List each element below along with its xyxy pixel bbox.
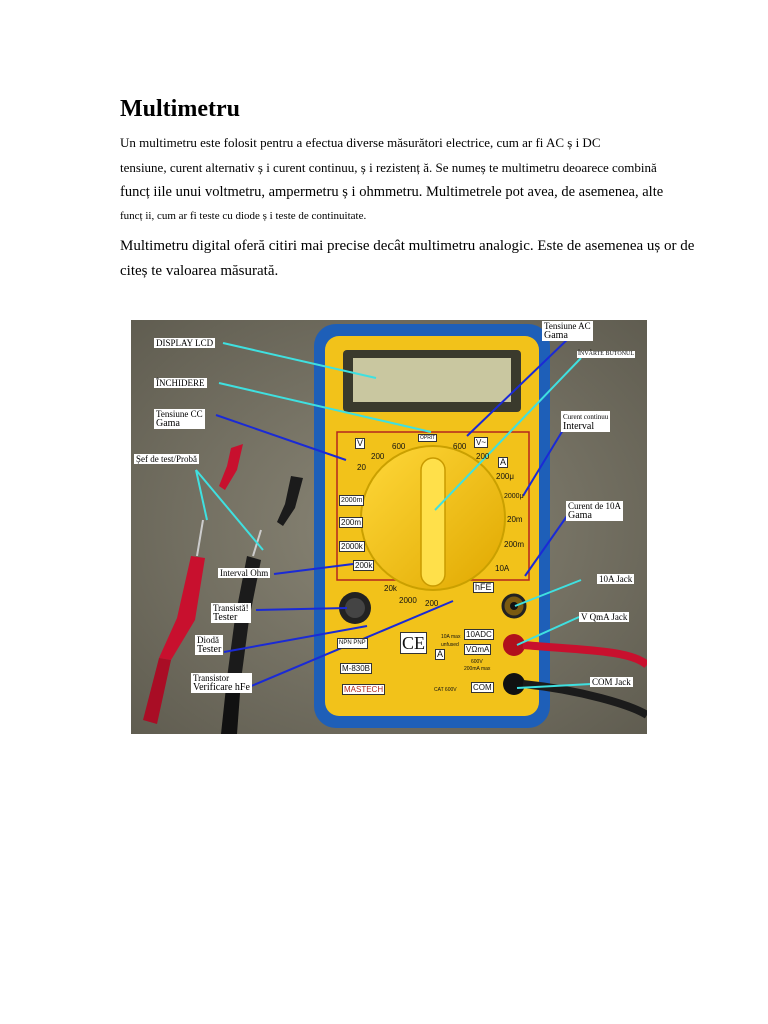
dial-20m: 20m [507,515,523,524]
label-transistor-tester-sub: Tester [213,612,238,623]
dial-unfused: unfused [441,642,459,648]
model-number: M-830B [342,664,371,673]
para2-line-1: Multimetru digital oferă citiri mai precise decât multimetru analogic. Este de asemenea uș or de [120,238,695,254]
para1-line-2: tensiune, curent alternativ ș i curent continuu, ș i rezistenț ă. Se numeș te multimetru deoarece combină [120,160,657,175]
label-tranzistor-hfe-sub: Verificare hFe [193,682,250,693]
para1-line-3: funcț iile unui voltmetru, ampermetru ș i ohmmetru. Multimetrele pot avea, de asemenea, alte [120,184,664,200]
dial-cat: CAT 600V [434,687,457,693]
dial-20-dc: 20 [357,463,366,472]
dial-amp: A [500,457,507,467]
dial-200m-a: 200m [504,540,525,549]
dial-v-ac: V~ [476,438,487,447]
label-jack-com: COM Jack [592,677,631,687]
para2-line-2: citeș te valoarea măsurată. [120,263,279,279]
brand-name: MASTECH [344,685,384,694]
label-curent-continuu [561,411,610,432]
dial-2000: 2000 [399,596,417,605]
dial-vma: VΩmA [466,645,490,654]
dial-200m-ohm: 200m [341,518,362,527]
label-curent-10a-title: Curent de 10A [568,501,621,511]
multimeter-photo [131,320,647,734]
dial-600-ac: 600 [453,442,467,451]
dial-npn-pnp: NPN PNP [337,638,368,649]
label-display-lcd: DISPLAY LCD [156,338,214,348]
dial-2000m-ohm: 2000m [341,497,363,504]
para1-line-1: Un multimetru este folosit pentru a efectua diverse măsurători electrice, cum ar fi AC ș i DC [120,135,601,150]
lcd-screen [353,358,511,402]
label-curent-continuu-title: Curent continuu [563,413,609,421]
dial-10adc: 10ADC [466,630,492,639]
label-dioda-tester-title: Diodă [197,635,219,645]
dial-hfe: hFE [475,582,492,592]
dial-200: 200 [425,599,439,608]
ce-mark: CE [402,633,426,653]
label-tensiune-cc-sub: Gama [156,418,180,429]
document-title: Multimetru [120,96,240,122]
label-dioda-tester [195,635,223,655]
dial-10a-max: 10A max [441,634,461,640]
dial-off: OPRIT [420,435,436,441]
dial-200-dc: 200 [371,452,385,461]
label-dioda-tester-sub: Tester [197,644,222,655]
dial-2000u: 2000μ [504,493,524,500]
label-transistor-tester-title: Transistă! [213,603,249,613]
label-tensiune-cc-title: Tensiune CC [156,409,203,419]
label-tranzistor-hfe [191,673,252,693]
dial-20k: 20k [384,584,397,593]
para1-line-4: funcț ii, cum ar fi teste cu diode ș i teste de continuitate. [120,210,367,222]
dial-200k: 200k [355,561,373,570]
dial-10a: 10A [495,564,510,573]
dial-com: COM [473,683,492,692]
label-inchidere: ÎNCHIDERE [156,378,205,388]
label-jack-vqma: V QmA Jack [581,612,628,622]
label-tensiune-cc [154,409,205,429]
dial-200-ac: 200 [476,452,490,461]
jack-vma [503,634,525,656]
label-tranzistor-hfe-title: Transistor [193,673,230,683]
label-tensiune-ac-sub: Gama [544,330,568,341]
dial-a-badge: A [437,649,444,659]
label-curent-continuu-sub: Interval [563,421,595,432]
label-jack-10a: 10A Jack [599,574,633,584]
label-sef-test: Șef de test/Probă [136,454,197,464]
multimeter-illustration [131,320,647,734]
jack-com [503,673,525,695]
dial-200u: 200μ [496,472,514,481]
dial-600v: 600V [471,659,483,665]
dial-v-dc: V [357,438,364,448]
dial-2000k: 2000k [341,542,363,551]
label-tensiune-ac [542,321,593,341]
dial-600-dc: 600 [392,442,406,451]
dial-200ma-max: 200mA max [464,666,491,672]
label-interval-ohm: Interval Ohm [220,568,269,578]
label-curent-10a [566,501,623,521]
label-transistor-tester [211,603,251,623]
label-curent-10a-sub: Gama [568,510,592,521]
knob-grip [421,458,445,586]
label-tensiune-ac-title: Tensiune AC [544,321,591,331]
label-invarte-butonul: ÎNVÂRTE BUTONUL [578,351,635,357]
